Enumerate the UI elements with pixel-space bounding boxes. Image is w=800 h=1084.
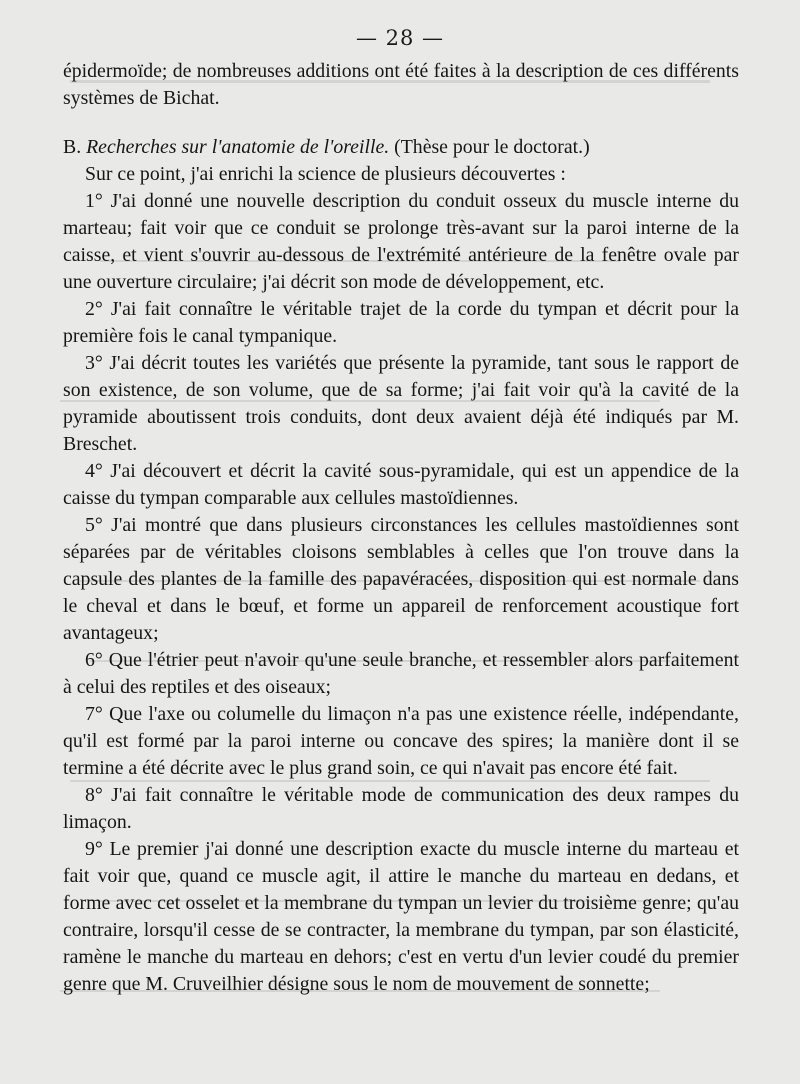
- list-item-4: 4° J'ai découvert et décrit la cavité sous-pyramidale, qui est un appendice de la caisse du tympan comparable aux cellules mastoïdiennes.: [63, 460, 739, 509]
- list-item-7: 7° Que l'axe ou columelle du limaçon n'a pas une existence réelle, indépendante, qu'il est formé par la paroi interne ou concave des spires; la manière dont il se termine a été décrite avec le plus grand soin, ce qui n'avait pas encore été fait.: [63, 703, 739, 779]
- section-title: Recherches sur l'anatomie de l'oreille.: [86, 136, 390, 158]
- list-item-8: 8° J'ai fait connaître le véritable mode de communication des deux rampes du limaçon.: [63, 784, 739, 833]
- page-number: — 28 —: [355, 26, 445, 50]
- section-label: B.: [63, 136, 82, 158]
- list-item-2: 2° J'ai fait connaître le véritable trajet de la corde du tympan et décrit pour la première fois le canal tympanique.: [63, 298, 739, 347]
- list-item-1: 1° J'ai donné une nouvelle description du conduit osseux du muscle interne du marteau; fait voir que ce conduit se prolonge très-avant sur la paroi interne de la caisse, et vient s'ouvrir au-dessous de l'extrémité antérieure de la fenêtre ovale par une ouverture circulaire; j'ai décrit son mode de développement, etc.: [63, 190, 739, 293]
- list-item-5: 5° J'ai montré que dans plusieurs circonstances les cellules mastoïdiennes sont séparées par de véritables cloisons semblables à celles que l'on trouve dans la capsule des plantes de la famille des papavéracées, disposition qui est normale dans le cheval et dans le bœuf, et forme un appareil de renforcement acoustique fort avantageux;: [63, 514, 739, 644]
- list-item-6: 6° Que l'étrier peut n'avoir qu'une seule branche, et ressembler alors parfaitement à celui des reptiles et des oiseaux;: [63, 649, 739, 698]
- section-heading: [63, 134, 739, 161]
- list-item-9: 9° Le premier j'ai donné une description exacte du muscle interne du marteau et fait voir que, quand ce muscle agit, il attire le manche du marteau en dedans, et forme avec cet osselet et la membrane du tympan un levier du troisième genre; qu'au contraire, lorsqu'il cesse de se contracter, la membrane du tympan, par son élasticité, ramène le manche du marteau en dehors; c'est en vertu d'un levier coudé du premier genre que M. Cruveilhier désigne sous le nom de mouvement de sonnette;: [63, 838, 739, 995]
- body-text: [63, 58, 739, 998]
- intro-paragraph: Sur ce point, j'ai enrichi la science de plusieurs découvertes :: [85, 163, 566, 185]
- list-item-3: 3° J'ai décrit toutes les variétés que présente la pyramide, tant sous le rapport de son existence, de son volume, que de sa forme; j'ai fait voir qu'à la cavité de la pyramide aboutissent trois conduits, dont deux avaient déjà été indiqués par M. Breschet.: [63, 352, 739, 455]
- section-note: (Thèse pour le doctorat.): [394, 136, 590, 158]
- continuation-paragraph: épidermoïde; de nombreuses additions ont été faites à la description de ces différents systèmes de Bichat.: [63, 60, 739, 109]
